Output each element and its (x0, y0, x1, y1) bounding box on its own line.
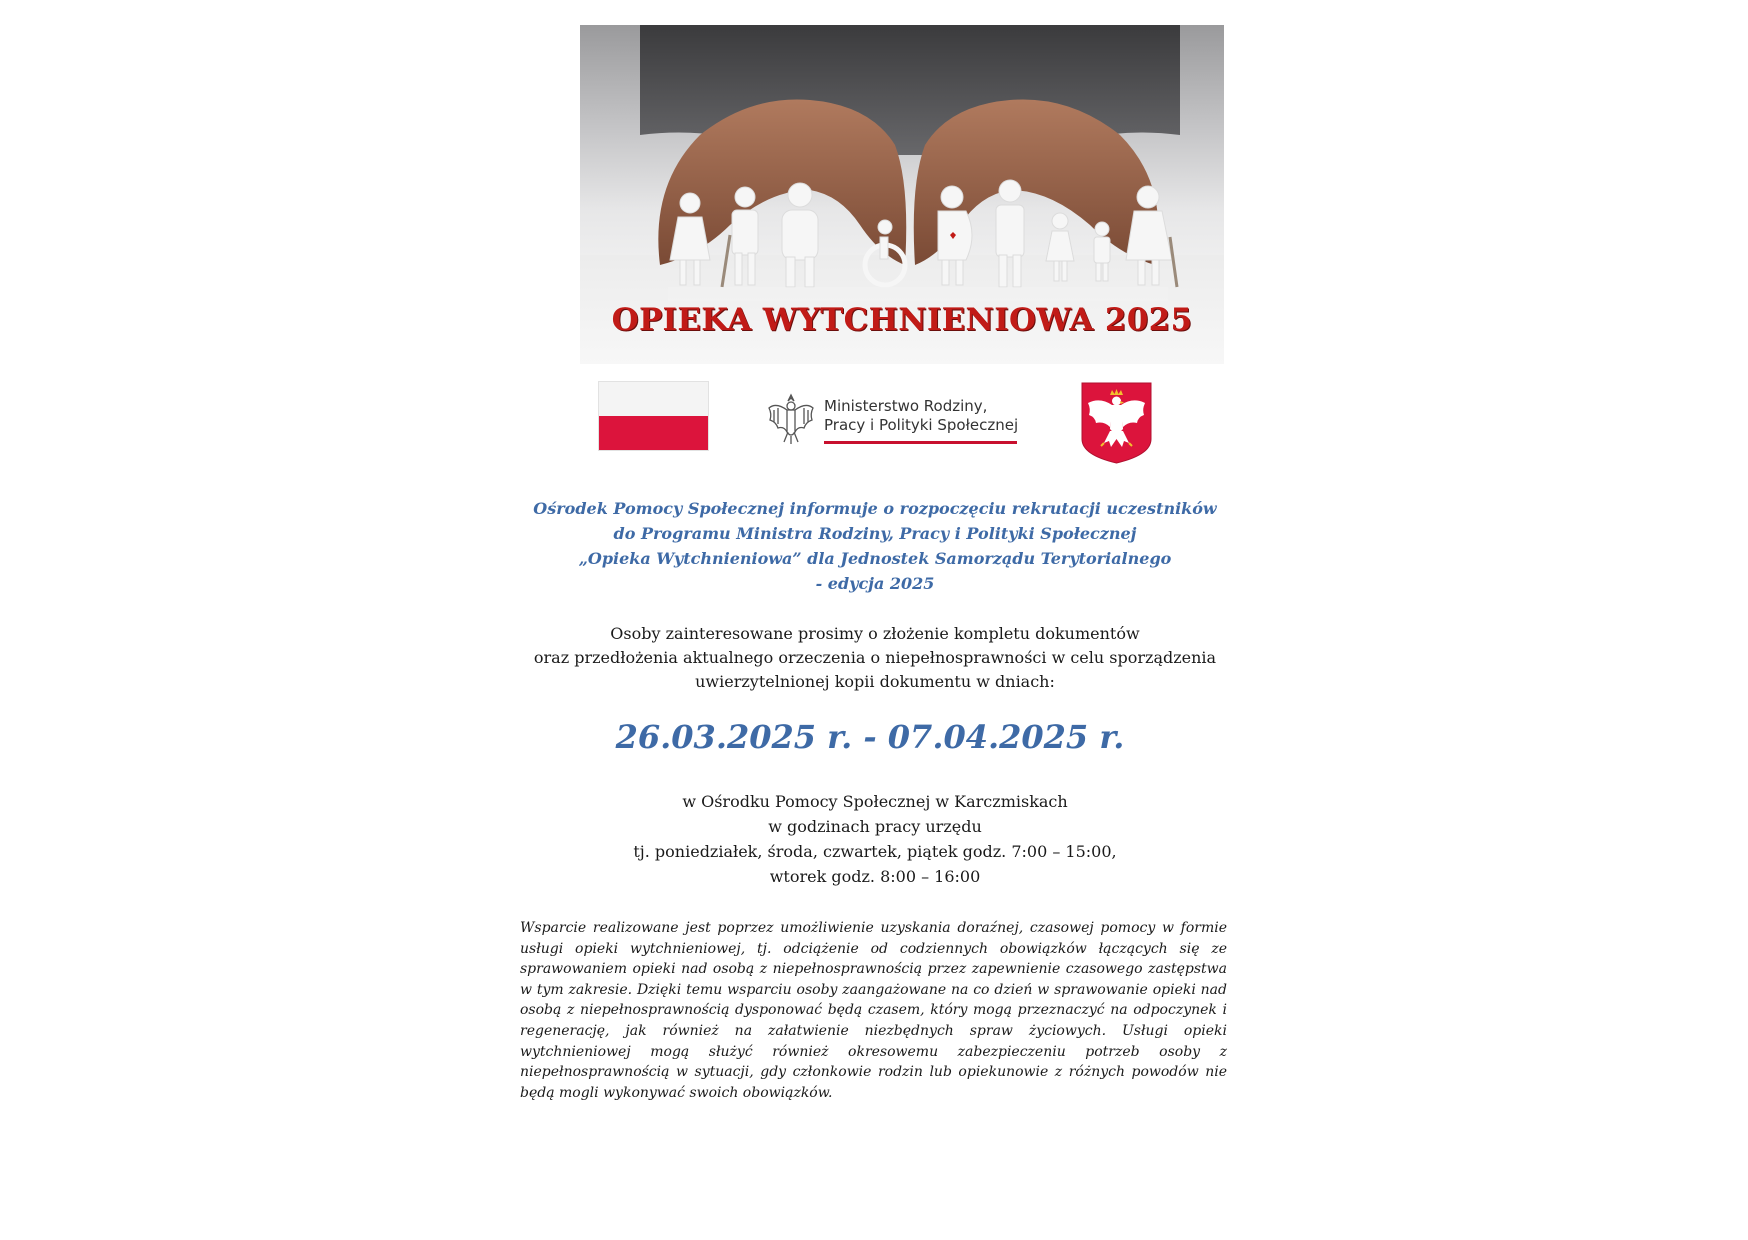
polish-flag (598, 381, 709, 451)
location-line: tj. poniedziałek, środa, czwartek, piątek godz. 7:00 – 15:00, (633, 842, 1117, 861)
location-line: w Ośrodku Pomocy Społecznej w Karczmiskach (682, 792, 1068, 811)
request-line: Osoby zainteresowane prosimy o złożenie kompletu dokumentów (610, 624, 1140, 643)
ministry-name-line1: Ministerstwo Rodziny, (824, 397, 988, 415)
recruitment-dates: 26.03.2025 r. - 07.04.2025 r. (615, 718, 1125, 756)
program-description: Wsparcie realizowane jest poprzez umożliwienie uzyskania doraźnej, czasowej pomocy w formie usługi opieki wytchnieniowej, tj. odciążenie od codziennych obowiązków łączących się ze sprawowaniem opieki nad osobą z niepełnosprawnością przez zapewnienie czasowego zastępstwa w tym zakresie. Dzięki temu wsparciu osoby zaangażowane na co dzień w sprawowanie opieki nad osobą z niepełnosprawnością dysponować będą czasem, który mogą przeznaczyć na odpoczynek i regenerację, jak również na załatwienie niezbędnych spraw życiowych. Usługi opieki wytchnieniowej mogą służyć również okresowemu zabezpieczeniu potrzeb osoby z niepełnosprawnością w sytuacji, gdy członkowie rodzin lub opiekunowie z różnych powodów nie będą mogli wykonywać swoich obowiązków. (520, 920, 1227, 1101)
ministry-logo (766, 390, 1026, 450)
intro-line: do Programu Ministra Rodziny, Pracy i Polityki Społecznej (613, 524, 1137, 543)
request-line: oraz przedłożenia aktualnego orzeczenia o niepełnosprawności w celu sporządzenia (533, 648, 1217, 667)
flag-red-stripe (599, 416, 708, 450)
eagle-icon (766, 392, 816, 448)
intro-line: Ośrodek Pomocy Społecznej informuje o rozpoczęciu rekrutacji uczestników (533, 499, 1217, 518)
intro-announcement (520, 496, 1230, 596)
polish-coat-of-arms-icon (1080, 381, 1153, 465)
location-line: wtorek godz. 8:00 – 16:00 (769, 867, 981, 886)
documents-request (520, 622, 1230, 694)
location-line: w godzinach pracy urzędu (768, 817, 982, 836)
intro-line: - edycja 2025 (815, 574, 935, 593)
request-line: uwierzytelnionej kopii dokumentu w dniach: (695, 672, 1055, 691)
ministry-name-line2: Pracy i Polityki Społecznej (824, 416, 1019, 434)
flag-white-stripe (599, 382, 708, 416)
ministry-underline (824, 441, 1017, 444)
hero-title: OPIEKA WYTCHNIENIOWA 2025 (611, 302, 1193, 338)
hero-image (580, 25, 1224, 364)
intro-line: „Opieka Wytchnieniowa” dla Jednostek Samorządu Terytorialnego (578, 549, 1172, 568)
office-location-hours (520, 789, 1230, 889)
